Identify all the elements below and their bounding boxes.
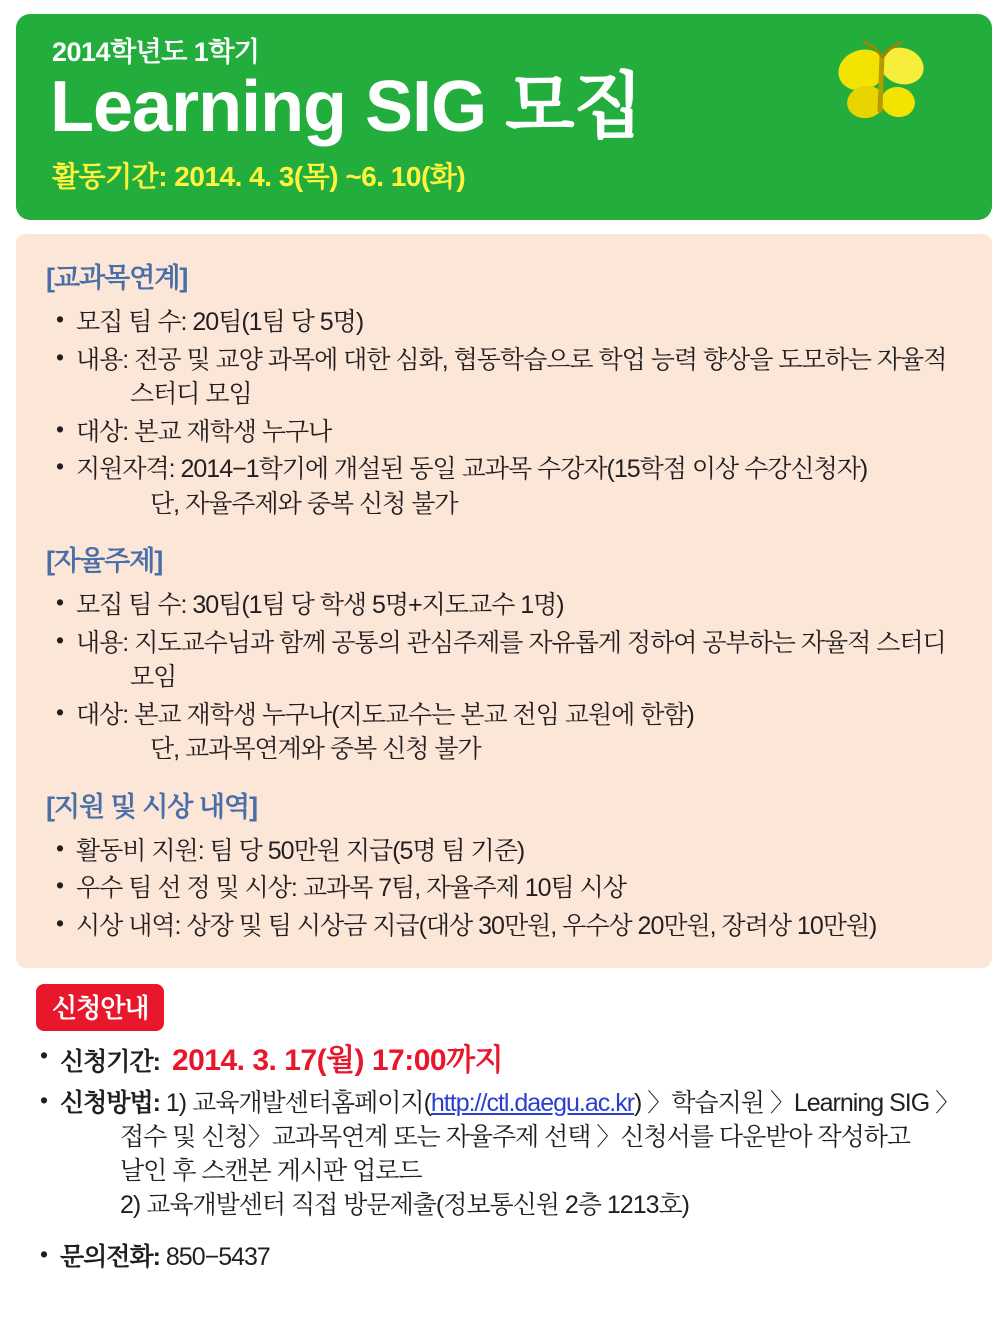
apply-period-label: 신청기간:: [60, 1048, 160, 1076]
list-item-text: 우수 팀 선 정 및 시상: 교과목 7팀, 자율주제 10팀 시상: [76, 874, 626, 902]
list-item: [50, 698, 970, 767]
list-item: [50, 909, 970, 944]
phone-value: 850−5437: [165, 1242, 270, 1271]
list-item-text: 대상: 본교 재학생 누구나(지도교수는 본교 전임 교원에 한함): [76, 700, 694, 729]
list-item-continuation: 단, 자율주제와 중복 신청 불가: [150, 489, 458, 518]
section-support-awards: [38, 785, 970, 944]
list-item-text: 내용: 지도교수님과 함께 공통의 관심주제를 자유롭게 정하여 공부하는 자율적 스터디: [76, 628, 946, 657]
apply-section: [16, 984, 992, 1274]
section-item-list: [38, 588, 970, 767]
section-title: [자율주제]: [46, 546, 163, 576]
list-item: [50, 588, 970, 623]
page-title: Learning SIG 모집: [50, 66, 643, 147]
butterfly-icon: [826, 40, 936, 132]
apply-method-label: 신청방법:: [60, 1088, 160, 1117]
apply-method-line1a: 1) 교육개발센터홈페이지(: [165, 1088, 431, 1117]
section-title: [지원 및 시상 내역]: [46, 791, 258, 822]
apply-method-item: [34, 1086, 986, 1222]
header-period: 활동기간: 2014. 4. 3(목) ~6. 10(화): [52, 161, 466, 193]
poster-header: [16, 14, 992, 220]
section-free-topic: [38, 539, 970, 767]
apply-deadline: 2014. 3. 17(월) 17:00까지: [171, 1044, 504, 1077]
apply-badge: 신청안내: [36, 984, 164, 1031]
section-item-list: [38, 834, 970, 944]
list-item-continuation: 모임: [130, 663, 177, 691]
list-item: [50, 626, 970, 695]
list-item: [50, 871, 970, 906]
list-item-text: 활동비 지원: 팀 당 50만원 지급(5명 팀 기준): [76, 836, 525, 865]
list-item: [50, 343, 970, 412]
list-item: [50, 305, 970, 340]
list-item: [50, 415, 970, 450]
apply-period-item: [34, 1041, 986, 1082]
section-title: [교과목연계]: [46, 263, 188, 293]
list-item: [50, 452, 970, 521]
list-item-text: 지원자격: 2014−1학기에 개설된 동일 교과목 수강자(15학점 이상 수강신청자): [76, 455, 868, 483]
apply-method-line3: 날인 후 스캔본 게시판 업로드: [120, 1156, 422, 1185]
phone-label: 문의전화:: [60, 1242, 160, 1271]
list-item-continuation: 스터디 모임: [130, 380, 252, 408]
list-item-text: 대상: 본교 재학생 누구나: [76, 417, 332, 446]
list-item-text: 시상 내역: 상장 및 팀 시상금 지급(대상 30만원, 우수상 20만원, 장려상 10만원): [76, 911, 877, 940]
ctl-homepage-link[interactable]: http://ctl.daegu.ac.kr: [430, 1088, 635, 1117]
section-course-linked: [38, 256, 970, 521]
apply-item-list: [22, 1041, 986, 1274]
list-item-text: 모집 팀 수: 30팀(1팀 당 학생 5명+지도교수 1명): [76, 591, 564, 619]
header-subtitle: 2014학년도 1학기: [52, 37, 260, 67]
list-item: [50, 834, 970, 869]
list-item-text: 내용: 전공 및 교양 과목에 대한 심화, 협동학습으로 학업 능력 향상을 도모하는 자율적: [76, 345, 947, 374]
list-item-continuation: 단, 교과목연계와 중복 신청 불가: [150, 735, 481, 763]
list-item-text: 모집 팀 수: 20팀(1팀 당 5명): [76, 308, 364, 336]
apply-method-line1b: ) 〉학습지원 〉Learning SIG 〉: [634, 1088, 960, 1117]
section-item-list: [38, 305, 970, 521]
content-panel: [16, 234, 992, 968]
apply-method-line4: 2) 교육개발센터 직접 방문제출(정보통신원 2층 1213호): [120, 1190, 689, 1219]
apply-method-line2: 접수 및 신청〉교과목연계 또는 자율주제 선택 〉신청서를 다운받아 작성하고: [120, 1122, 911, 1151]
apply-phone-item: [34, 1240, 986, 1274]
